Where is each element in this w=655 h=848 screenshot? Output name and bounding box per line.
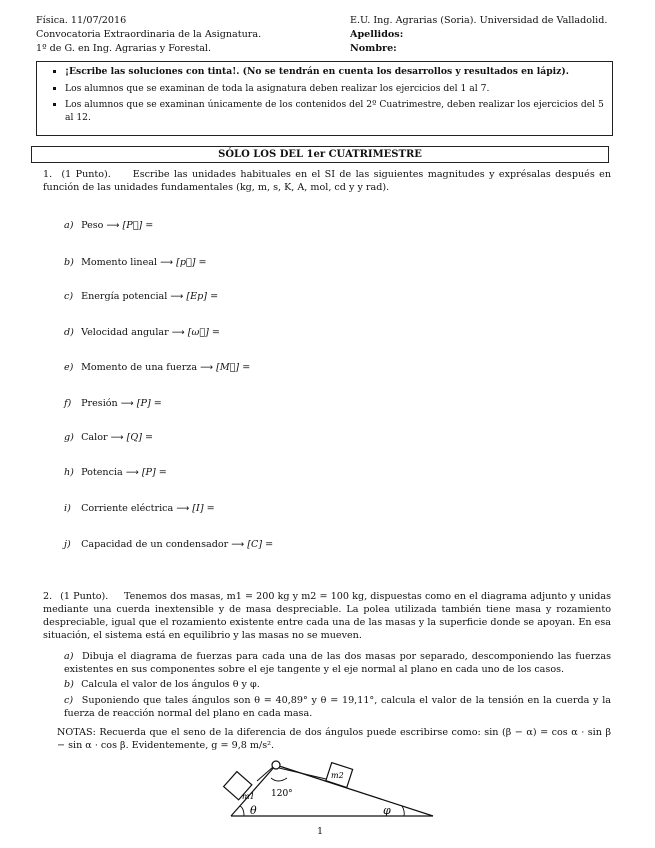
item-label: e): [64, 362, 74, 373]
arrow-icon: ⟶: [110, 433, 124, 443]
apex-angle-label: 120°: [271, 789, 293, 799]
rope-left: [257, 767, 273, 781]
item-text: Corriente eléctrica: [81, 503, 174, 514]
item-symbol: [C] =: [247, 539, 274, 550]
item-symbol: [M⃗] =: [216, 362, 251, 373]
item-symbol: [p⃗] =: [176, 257, 207, 268]
item-label: c): [64, 695, 74, 706]
arrow-icon: ⟶: [176, 504, 190, 514]
header-convocatoria: Convocatoria Extraordinaria de la Asignatura.: [36, 29, 262, 40]
arrow-icon: ⟶: [171, 328, 185, 338]
nombre-field[interactable]: Nombre:: [350, 43, 397, 54]
item-text: Suponiendo que tales ángulos son θ = 40,89° y θ = 19,11°, calcula el valor de la tensión en la cuerda y la fuerza de reacción normal del plano en cada masa.: [64, 695, 611, 719]
question-2-number: 2.: [43, 591, 53, 602]
item-label: a): [64, 651, 74, 662]
item-text: Velocidad angular: [81, 327, 169, 338]
item-text: Presión: [81, 398, 118, 409]
item-symbol: [I] =: [192, 503, 215, 514]
mass-1-label: m1: [242, 792, 255, 801]
item-symbol: [ω⃗] =: [187, 327, 220, 338]
mass-2-label: m2: [331, 771, 344, 780]
item-label: g): [64, 432, 74, 443]
item-text: Momento lineal: [81, 257, 158, 268]
item-text: Energía potencial: [81, 291, 168, 302]
item-text: Calcula el valor de los ángulos θ y φ.: [81, 679, 260, 690]
header-school: E.U. Ing. Agrarias (Soria). Universidad de Valladolid.: [350, 15, 608, 26]
item-symbol: [P] =: [136, 398, 162, 409]
arrow-icon: ⟶: [231, 540, 245, 550]
instruction-full-course: ▪ Los alumnos que se examinan de toda la asignatura deben realizar los ejercicios del 1 al 7.: [65, 83, 604, 96]
item-symbol: [Q] =: [126, 432, 154, 443]
arrow-icon: ⟶: [106, 221, 120, 231]
item-label: i): [64, 503, 71, 514]
rope-right: [279, 768, 326, 779]
arrow-icon: ⟶: [125, 468, 139, 478]
item-symbol: [Ep] =: [186, 291, 219, 302]
section-banner: SÓLO LOS DEL 1er CUATRIMESTRE: [31, 146, 609, 163]
phi-arc: [402, 806, 404, 816]
item-text: Capacidad de un condensador: [81, 539, 229, 550]
header-subject-date: Física. 11/07/2016: [36, 15, 127, 26]
arrow-icon: ⟶: [160, 258, 174, 268]
apex-angle-arc: [271, 778, 287, 781]
question-2-text: Tenemos dos masas, m1 = 200 kg y m2 = 100 kg, dispuestas como en el diagrama adjunto y unidas mediante una cuerda inextensible y de masa despreciable. La polea utilizada también tiene masa y rozamiento despreciable, igual que el rozamiento existente entre cada una de las masas y la superficie donde se apoyan. En esa situación, el sistema está en equilibrio y las masas no se mueven.: [43, 591, 611, 641]
item-text: Momento de una fuerza: [81, 362, 198, 373]
question-1-number: 1.: [43, 169, 53, 180]
arrow-icon: ⟶: [200, 363, 214, 373]
item-label: h): [64, 467, 74, 478]
apellidos-field[interactable]: Apellidos:: [350, 29, 404, 40]
page-number: 1: [316, 826, 324, 837]
arrow-icon: ⟶: [120, 399, 134, 409]
item-label: b): [64, 257, 74, 268]
item-symbol: [P⃗] =: [122, 220, 154, 231]
header-degree: 1º de G. en Ing. Agrarias y Forestal.: [36, 43, 212, 54]
theta-arc: [240, 806, 244, 816]
item-text: Potencia: [81, 467, 123, 478]
instruction-ink: ▪ ¡Escribe las soluciones con tinta!. (No se tendrán en cuenta los desarrollos y resultados en lápiz).: [65, 66, 604, 79]
item-text: Peso: [81, 220, 104, 231]
notes: NOTAS: Recuerda que el seno de la diferencia de dos ángulos puede escribirse como: sin (β − α) = cos α · sin β − sin α · cos β. Evidentemente, g = 9,8 m/s².: [57, 727, 611, 751]
item-label: a): [64, 220, 74, 231]
question-1-text: Escribe las unidades habituales en el SI de las siguientes magnitudes y exprésalas después en función de las unidades fundamentales (kg, m, s, K, A, mol, cd y y rad).: [43, 169, 612, 193]
item-label: f): [64, 398, 72, 409]
item-label: d): [64, 327, 74, 338]
item-label: b): [64, 679, 74, 690]
instruction-second-term: ▪ Los alumnos que se examinan únicamente de los contenidos del 2º Cuatrimestre, deben realizar los ejercicios del 5 al 12.: [65, 99, 604, 124]
question-1-points: (1 Punto).: [61, 169, 111, 180]
item-text: Dibuja el diagrama de fuerzas para cada una de las dos masas por separado, descomponiendo las fuerzas existentes en sus componentes sobre el eje tangente y el eje normal al plano en cada uno de los casos.: [64, 651, 611, 675]
item-label: j): [64, 539, 71, 550]
arrow-icon: ⟶: [170, 292, 184, 302]
pulley-icon: [272, 761, 280, 769]
question-2-points: (1 Punto).: [60, 591, 109, 602]
item-label: c): [64, 291, 74, 302]
item-symbol: [P] =: [141, 467, 167, 478]
theta-label: θ: [250, 804, 257, 817]
item-text: Calor: [81, 432, 108, 443]
phi-label: φ: [383, 804, 391, 817]
